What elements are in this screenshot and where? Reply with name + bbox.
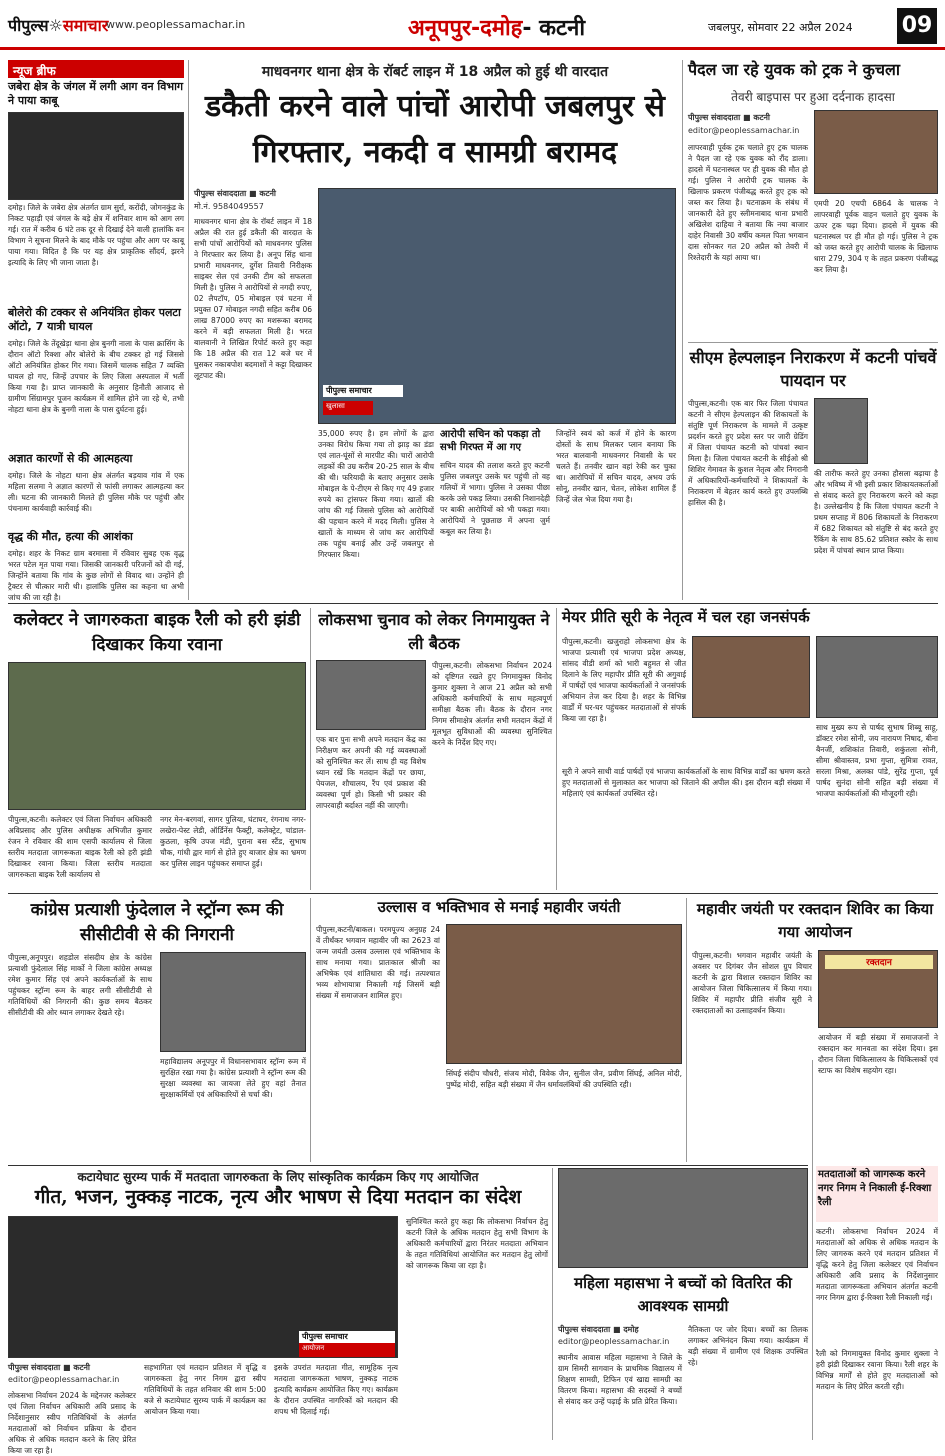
mayor-headline: मेयर प्रीति सूरी के नेतृत्व में चल रहा जनसंपर्क — [562, 608, 810, 626]
section-divider — [8, 893, 938, 894]
katayghat-body-4: सुनिश्चित करते हुए कहा कि लोकसभा निर्वाचन हेतु कटनी जिले के अधिक मतदान हेतु सभी विभाग के अधिकारी कर्मचारियों द्वारा निरंतर मतदाता अभियान के तहत गतिविधियां आयोजित कर मतदान हेतु लोगों को जागरूक किया जा रहा है। — [406, 1217, 548, 1270]
katayghat-cultural-story — [8, 1168, 548, 1455]
mahavir-jayanti-story — [316, 898, 682, 1162]
mayor-campaign-photo-1 — [692, 636, 810, 718]
truck-subheadline: तेवरी बाइपास पर हुआ दर्दनाक हादसा — [731, 90, 895, 104]
issue-date: जबलपुर, सोमवार 22 अप्रैल 2024 — [708, 21, 853, 34]
truck-headline: पैदल जा रहे युवक को ट्रक ने कुचला — [688, 60, 901, 79]
column-divider — [682, 60, 683, 600]
column-divider — [310, 898, 311, 1162]
lead-mobile: मो.नं. 9584049557 — [194, 202, 264, 211]
mahila-headline: महिला महासभा ने बच्चों को वितरित की आवश्यक सामग्री — [574, 1274, 792, 1315]
edition-cities — [408, 12, 585, 42]
lead-body-col-4: जिन्होंने स्वयं को कर्ज में होने के कारण दोस्तों के साथ मिलकर प्लान बनाया कि भरत बालवानी माधवनगर निवासी के घर चलते हैं। तनवीर खान वहां रेकी कर चुका था। आरोपियों में सचिन यादव, अभय उर्फ सोनू, तनवीर खान, चेतन, लोकेश शामिल हैं जिन्हें जेल भेज दिया गया है। — [556, 429, 676, 504]
forest-fire-photo — [8, 112, 184, 200]
lead-body-col-3: सचिन यादव की तलाश करते हुए कटनी पुलिस जबलपुर उसके घर पहुंची तो वह गलियों में भागा। पुलिस ने उसका पीछा करके उसे पकड़ लिया। उसकी निशानदेही पर बाकी आरोपियों को भी पकड़ा गया। आरोपियों ने पूछताछ में अपना जुर्म कबूल कर लिया है। — [440, 461, 550, 536]
cm-body-2: की तारीफ करते हुए उनका हौसला बढ़ाया है और भविष्य में भी इसी प्रकार शिकायतकर्ताओं से संवाद करते हुए निराकरण करने को कहा है। उल्लेखनीय है कि जिला पंचायत कटनी ने प्रथम सप्ताह में 806 शिकायतों के निराकरण में 682 शिकायत को संतुष्टि से बंद करते हुए रैंकिंग के साथ 85.62 प्रतिशत स्कोर के साथ प्रदेश में पांचवां स्थान प्राप्त किया। — [814, 469, 938, 555]
commissioner-body-1: पीपुल्स,कटनी। लोकसभा निर्वाचन 2024 को दृष्टिगत रखते हुए निगमायुक्त विनोद कुमार शुक्ला ने आज 21 अप्रैल को सभी अधिकारी कर्मचारियों के साथ महत्वपूर्ण समीक्षा बैठक ली। बैठक के दौरान नगर निगम सीमाक्षेत्र अंतर्गत सभी मतदान केंद्रों में मूलभूत सुविधाओं की व्यवस्था सुनिश्चित करने के निर्देश दिए गए। — [432, 661, 552, 747]
truck-body-2: एमपी 20 एचपी 6864 के चालक ने लापरवाही पूर्वक वाहन चलाते हुए युवक के ऊपर ट्रक चढ़ा दिया। हादसे में युवक की घटनास्थल पर ही मौत हो गई। पुलिस ने ट्रक को जब्त करते हुए आरोपी चालक के खिलाफ धारा 279, 304 ए के तहत प्रकरण पंजीबद्ध कर लिया है। — [814, 199, 938, 274]
ceo-portrait-photo — [814, 398, 868, 464]
mayor-body-2: सूरी ने अपने साथी वार्ड पार्षदों एवं भाजपा कार्यकर्ताओं के साथ विभिन्न वार्डों का भ्रमण करते हुए मतदाताओं से मुलाकात कर भाजपा को जिताने की अपील की। इस दौरान बड़ी संख्या में महिलाएं एवं कार्यकर्ता उपस्थित रहे। — [562, 767, 810, 798]
mahavir-headline: उल्लास व भक्तिभाव से मनाई महावीर जयंती — [377, 898, 621, 916]
event-tag: आयोजन — [299, 1343, 395, 1357]
column-divider — [556, 608, 557, 890]
section-divider — [8, 1165, 808, 1166]
bike-rally-story — [8, 608, 306, 890]
news-brief-label: न्यूज ब्रीफ — [8, 60, 184, 78]
mayor-body-3: साथ मुख्य रूप से पार्षद सुभाष शिब्बू साहू, डॉक्टर रमेश सोनी, जय नारायण निषाद, बीना बैनर्जी, शशिकांत तिवारी, शकुंतला सोनी, सीमा श्रीवास्तव, प्रभा गुप्ता, सुमित्रा रावत, सरला मिश्रा, अलका पांडे, सुरेंद्र गुप्ता, पूर्व पार्षद सुनंदा सोनी सहित बड़ी संख्या में भाजपा कार्यकर्ताओं की मौजूदगी रही। — [816, 723, 938, 798]
mahila-byline: पीपुल्स संवाददाता ■ दमोह — [558, 1325, 639, 1334]
exclusive-tag: खुलासा — [323, 401, 373, 415]
brief-headline-4: वृद्ध की मौत, हत्या की आशंका — [8, 530, 133, 543]
katayghat-body-3: इसके उपरांत मतदाता गीत, सामूहिक नृत्य मतदाता जागरूकता भाषण, नुक्कड़ नाटक इत्यादि कार्यक्रम आयोजित किए गए। कार्यक्रम के दौरान उपस्थित नागरिकों को मतदान की शपथ भी दिलाई गई। — [274, 1363, 398, 1416]
erickshaw-headline: मतदाताओं को जागरूक करने नगर निगम ने निकाली ई-रिक्शा रैली — [816, 1166, 938, 1222]
katayghat-email: editor@peoplessamachar.in — [8, 1375, 120, 1384]
katayghat-stage-photo — [8, 1216, 398, 1358]
truck-accident-story — [688, 60, 938, 340]
newspaper-logo: पीपुल्स☼समाचार — [8, 16, 109, 35]
lead-body-col-1: माधवनगर थाना क्षेत्र के रॉबर्ट लाइन में 18 अप्रैल की रात हुई डकैती की वारदात के सभी पांचों आरोपियों को माधवनगर पुलिस ने गिरफ्तार कर लिया है। अनूप सिंह थाना प्रभारी माधवनगर, दुर्गेश तिवारी निरीक्षक साइबर सेल एवं उनकी टीम को सफलता मिली है। पुलिस ने आरोपियों से नगदी रुपए, 02 लैपटॉप, 05 मोबाइल एवं घटना में प्रयुक्त 07 मोबाइल नगदी सहित करीब 06 लाख 87000 रुपए का मशरूका बरामद करने में बड़ी सफलता मिली है। भरत बालवानी ने लिखित रिपोर्ट करते हुए कहा कि 18 अप्रैल की रात 12 बजे घर में घुसकर नकाबपोश बदमाशों ने कट्टा दिखाकर लूटपाट की। — [194, 217, 312, 380]
section-divider — [688, 342, 938, 343]
lead-body-col-2: 35,000 रुपए है। हम लोगों के द्वारा उनका विरोध किया गया तो झाड़ का डंडा एवं लात-घूंसों से मारपीट की। चारों आरोपी लड़कों की उम्र करीब 20-25 साल के बीच की थी। फरियादी के बताए अनुसार उसके मोबाइल के पे-टीएम से किए गए 49 हजार रुपये का ट्रांसफर किया गया। खातों की जांच की गई जिससे पुलिस को आरोपियों की पहचान करने में मदद मिली। पुलिस ने खातों के माध्यम से जांच कर आरोपियों तक पहुंच बनाई और उन्हें जबलपुर से गिरफ्तार किया। — [318, 429, 434, 559]
website-url: www.peoplessamachar.in — [106, 18, 246, 31]
city-anuppur: अनूपपुर — [408, 16, 472, 41]
banner-text: रक्तदान — [825, 955, 933, 969]
truck-body-1: लापरवाही पूर्वक ट्रक चलाते हुए ट्रक चालक ने पैदल जा रहे एक युवक को रौंद डाला। हादसे में घटनास्थल पर ही युवक की मौत हो गई। पुलिस ने आरोपी ट्रक चालक के खिलाफ प्रकरण पंजीबद्ध करते हुए ट्रक को जब्त कर लिया है। घटनाक्रम के संबंध में जानकारी देते हुए स्लीमनाबाद थाना प्रभारी अखिलेश दाहिया ने बताया कि नया बाजार दाहेर निवासी 30 वर्षीय कमल पिता भगवान दास सोनकर गत 20 अप्रैल को तेवरी में रिश्तेदारी के यहां आया था। — [688, 143, 808, 262]
lead-side-headline: आरोपी सचिन को पकड़ा तो सभी गिरफ्त में आ गए — [440, 429, 541, 453]
truck-byline: पीपुल्स संवाददाता ■ कटनी — [688, 113, 771, 122]
brief-body-4: दमोह। शहर के निकट ग्राम बरमासा में रविवार सुबह एक वृद्ध भरत पटेल मृत पाया गया। जिसकी जानकारी परिजनों को दी गई, जिन्होंने बताया कि गांव के कुछ लोगों से विवाद था। उन्होंने ही ट्रैक्टर से चीत्कार मारी थी। हालांकि पुलिस का कहना था अभी जांच की जा रही है। — [8, 549, 184, 602]
column-divider — [310, 608, 311, 890]
commissioner-meeting-story — [316, 608, 552, 890]
column-divider — [812, 1060, 813, 1440]
mahila-body-1: स्थानीय आवास महिला महासभा ने जिले के ग्राम सिमरी सागवान के प्राथमिक विद्यालय में शिक्षण सामग्री, टिफिन एवं खाद्य सामग्री का वितरण किया। महासभा की सदस्यों ने बच्चों से संवाद कर उन्हें पढ़ाई के प्रति प्रेरित किया। — [558, 1353, 682, 1406]
column-divider — [552, 1168, 553, 1440]
column-divider — [686, 898, 687, 1162]
blood-donation-story — [692, 898, 938, 1162]
congress-cctv-story — [8, 898, 306, 1162]
congress-headline: कांग्रेस प्रत्याशी फुंदेलाल ने स्ट्रॉन्ग रूम की सीसीटीवी से की निगरानी — [30, 900, 284, 945]
strong-room-photo — [160, 952, 306, 1052]
lead-kicker: माधवनगर थाना क्षेत्र के रॉबर्ट लाइन में 18 अप्रैल को हुई थी वारदात — [261, 64, 609, 80]
lead-story — [194, 60, 676, 600]
news-brief-column — [8, 60, 184, 600]
mahavir-body-2: सिंघई संदीप चौधरी, संजय मोदी, विवेक जैन, सुनील जैन, प्रवीण सिंघई, अनिल मोदी, पुष्पेंद्र मोदी, सहित बड़ी संख्या में जैन धर्मावलंबियों की उपस्थिति रही। — [446, 1069, 682, 1089]
logo-part-a: पीपुल्स — [8, 16, 49, 35]
mahila-email: editor@peoplessamachar.in — [558, 1337, 670, 1346]
rally-body-2: नगर मेन-बरगवां, सागर पुलिया, घंटाघर, रंगनाथ नगर-लखेरा-पेस्ट लेडी, ऑर्डिनेंस फैक्ट्री, कलेक्ट्रेट, चांडाल-कुठला, कृषि उपज मंडी, पुराना बस स्टैंड, सुभाष चौक, गांधी द्वार मार्ग से होते हुए बाजार क्षेत्र का भ्रमण कर पुलिस लाइन पहुंचकर समाप्त हुई। — [160, 815, 306, 868]
lead-headline: डकैती करने वाले पांचों आरोपी जबलपुर से गिरफ्तार, नकदी व सामग्री बरामद — [205, 89, 665, 170]
rally-body-1: पीपुल्स,कटनी। कलेक्टर एवं जिला निर्वाचन अधिकारी अविप्रसाद और पुलिस अधीक्षक अभिजीत कुमार रंजन ने रविवार की शाम एसपी कार्यालय से जिला स्तरीय मतदाता जागरूकता बाइक रैली को हरी झंडी दिखाकर रवाना किया। जिला स्तरीय मतदाता जागरुकता बाइक रैली कार्यालय से — [8, 815, 152, 879]
rally-headline: कलेक्टर ने जागरुकता बाइक रैली को हरी झंडी दिखाकर किया रवाना — [13, 610, 301, 655]
page-number: 09 — [897, 8, 937, 44]
blood-body-1: पीपुल्स,कटनी। भगवान महावीर जयंती के अवसर पर दिगंबर जैन सोशल ग्रुप विचार कटनी के द्वारा विशाल रक्तदान शिविर का आयोजन जिला चिकित्सालय में किया गया। शिविर में महापौर प्रीति संजीव सूरी ने रक्तदाताओं का उत्साहवर्धन किया। — [692, 951, 812, 1015]
truck-accident-photo — [814, 110, 938, 194]
mayor-campaign-photo-2 — [816, 636, 938, 718]
brief-headline-2: बोलेरो की टक्कर से अनियंत्रित होकर पलटा ऑटो, 7 यात्री घायल — [8, 306, 181, 333]
erickshaw-body-1: कटनी। लोकसभा निर्वाचन 2024 में मतदाताओं को अधिक से अधिक मतदान के लिए जागरुक करने एवं मतदान प्रतिशत में वृद्धि करने हेतु जिला कलेक्टर एवं निर्वाचन अधिकारी अवि प्रसाद के निर्देशानुसार मतदाता जागरूकता अभियान अंतर्गत कटनी नगर निगम द्वारा ई-रिक्शा रैली निकाली गई। — [816, 1227, 938, 1302]
cm-helpline-story — [688, 346, 938, 600]
meeting-photo — [316, 660, 426, 730]
brief-body-1: दमोह। जिले के जबेरा क्षेत्र अंतर्गत ग्राम सुर्रा, करोंदी, जोगनकुंड के निकट पहाड़ी एवं जंगल के बड़े क्षेत्र में शनिवार शाम को आग लग गई। रात में करीब 6 घंटे तक दूर से दिखाई देने वाली हालांकि वन विभाग ने सूचना मिलने के बाद मौके पर पहुंचा और आग पर काबू पाया गया। विदित है कि पर यह क्षेत्र प्राकृतिक सौंदर्य, झरने इत्यादि के लिए भी जाना जाता है। — [8, 203, 184, 267]
brief-body-2: दमोह। जिले के तेंदूखेड़ा थाना क्षेत्र बुनगी नाला के पास क्रासिंग के दौरान ऑटो रिक्शा और बोलेरो के बीच टक्कर हो गई जिससे ऑटो अनियंत्रित होकर गिर गया। जिसमें चालक सहित 7 व्यक्ति घायल हो गए, जिन्हें उपचार के लिए जिला अस्पताल में भर्ती किया गया है। प्राप्त जानकारी के अनुसार हिनौती आजाद से ग्रामीण सिंग्रामपुर पूजन कार्यक्रम में शामिल होने जा रहे थे, तभी नोहटा थाना क्षेत्र के बुनगी नाला के पास दुर्घटना हुई। — [8, 339, 184, 414]
logo-part-b: समाचार — [62, 16, 109, 35]
brief-headline-1: जबेरा क्षेत्र के जंगल में लगी आग वन विभाग ने पाया काबू — [8, 80, 184, 107]
mahavir-idol-photo — [446, 924, 682, 1064]
mahila-body-2: नैतिकता पर जोर दिया। बच्चों का तिलक लगाकर अभिनंदन किया गया। कार्यक्रम में बड़ी संख्या में ग्रामीण एवं शिक्षक उपस्थित रहे। — [688, 1325, 808, 1367]
cm-headline: सीएम हेल्पलाइन निराकरण में कटनी पांचवें पायदान पर — [689, 348, 937, 390]
blood-headline: महावीर जयंती पर रक्तदान शिविर का किया गया आयोजन — [696, 900, 934, 941]
mahila-mahasabha-story — [558, 1168, 808, 1440]
mahavir-body-1: पीपुल्स,कटनी/बाकल। परमपूज्य अनुग्रह 24 वें तीर्थंकर भगवान महावीर जी का 2623 वां जन्म जयंती उत्सव उल्लास एवं भक्तिभाव के साथ मनाया गया। प्रातःकाल श्रीजी का अभिषेक एवं शांतिधारा की गई। तत्पश्चात भव्य शोभायात्रा निकाली गई जिसमें बड़ी संख्या में समाजजन शामिल हुए। — [316, 925, 440, 1000]
e-rickshaw-rally-story — [816, 1166, 938, 1440]
commissioner-headline: लोकसभा चुनाव को लेकर निगमायुक्त ने ली बैठक — [318, 610, 550, 653]
city-katni: - कटनी — [522, 16, 586, 41]
katayghat-headline: गीत, भजन, नुक्कड़ नाटक, नृत्य और भाषण से दिया मतदान का संदेश — [34, 1186, 522, 1208]
section-divider — [8, 603, 938, 604]
lead-byline: पीपुल्स संवाददाता ■ कटनी — [194, 189, 277, 198]
lead-press-photo — [318, 188, 676, 424]
congress-body-1: पीपुल्स,अनूपपुर। शहडोल संसदीय क्षेत्र के कांग्रेस प्रत्याशी फुंदेलाल सिंह मार्को ने जिला कांग्रेस अध्यक्ष रमेश कुमार सिंह एवं अपने कार्यकर्ताओं के साथ पहुंचकर स्ट्रॉन्ग रूम के बाहर लगी सीसीटीवी से गतिविधियों की निगरानी की। कुछ समय बैठकर सीसीटीवी की ओर ध्यान लगाकर देखते रहे। — [8, 953, 152, 1017]
truck-email: editor@peoplessamachar.in — [688, 126, 800, 135]
photo-tag: पीपुल्स समाचार — [323, 385, 403, 397]
city-damoh: -दमोह — [471, 16, 523, 41]
children-distribution-photo — [558, 1168, 808, 1268]
masthead — [0, 0, 945, 50]
mayor-campaign-story — [562, 608, 938, 890]
brief-headline-3: अज्ञात कारणों से की आत्महत्या — [8, 452, 133, 465]
mayor-body-1: पीपुल्स,कटनी। खजुराहो लोकसभा क्षेत्र के भाजपा प्रत्याशी एवं भाजपा प्रदेश अध्यक्ष, सांसद वीडी शर्मा को भारी बहुमत से जीत दिलाने के लिए महापौर प्रीति सूरी की अगुवाई में पार्षदों एवं भाजपा कार्यकर्ताओं ने जनसंपर्क अभियान तेज कर दिया है। शहर के विभिन्न वार्डों में घर-घर पहुंचकर मतदाताओं से संपर्क किया जा रहा है। — [562, 637, 686, 723]
blood-donation-photo — [818, 950, 938, 1028]
blood-body-2: आयोजन में बड़ी संख्या में समाजजनों ने रक्तदान कर मानवता का संदेश दिया। इस दौरान जिला चिकित्सालय के चिकित्सकों एवं स्टाफ का विशेष सहयोग रहा। — [818, 1033, 938, 1075]
katayghat-byline: पीपुल्स संवाददाता ■ कटनी — [8, 1363, 91, 1372]
congress-body-2: महाविद्यालय अनूपपुर में विधानसभावार स्ट्रॉन्ग रूम में सुरक्षित रखा गया है। कांग्रेस प्रत्याशी ने स्ट्रॉन्ग रूम की सुरक्षा व्यवस्था का जायजा लेते हुए वहां तैनात सुरक्षाकर्मियों एवं अधिकारियों से चर्चा की। — [160, 1057, 306, 1099]
bike-rally-photo — [8, 662, 306, 810]
katayghat-body-2: सहभागिता एवं मतदान प्रतिशत में वृद्धि व जागरुकता हेतु नगर निगम द्वारा स्वीप गतिविधियों के तहत शनिवार की शाम 5:00 बजे से कटायेघाट सुरम्य पार्क में कार्यक्रम का आयोजन किया गया। — [144, 1363, 266, 1416]
photo-tag: पीपुल्स समाचार — [299, 1331, 395, 1343]
brief-body-3: दमोह। जिले के नोहटा थाना क्षेत्र अंतर्गत बड़याव गांव में एक महिला सलमा ने अज्ञात कारणों से फांसी लगाकर आत्महत्या कर ली। घटना की जानकारी मिलते ही पुलिस मौके पर पहुंची और पंचनामा कार्यवाही कार्रवाई की। — [8, 471, 184, 513]
column-divider — [188, 60, 189, 600]
katayghat-kicker: कटायेघाट सुरम्य पार्क में मतदाता जागरुकता के लिए सांस्कृतिक कार्यक्रम किए गए आयोजित — [77, 1170, 479, 1184]
commissioner-body-2: एक बार पुनः सभी अपने मतदान केंद्र का निरीक्षण कर अपनी की गई व्यवस्थाओं को सुनिश्चित कर लें। साथ ही यह विशेष ध्यान रखें कि मतदान केंद्रों पर छाया, पेयजल, शौचालय, रैंप एवं प्रकाश की व्यवस्था पूर्ण हो। किसी भी प्रकार की लापरवाही बर्दाश्त नहीं की जाएगी। — [316, 735, 426, 810]
erickshaw-body-2: रैली को निगमायुक्त विनोद कुमार शुक्ला ने हरी झंडी दिखाकर रवाना किया। रैली शहर के विभिन्न मार्गों से होते हुए मतदाताओं को मतदान के लिए प्रेरित करती रही। — [816, 1349, 938, 1391]
katayghat-body-1: लोकसभा निर्वाचन 2024 के मद्देनजर कलेक्टर एवं जिला निर्वाचन अधिकारी अवि प्रसाद के निर्देशानुसार स्वीप गतिविधियों के अंतर्गत मतदाताओं को निर्वाचन प्रक्रिया के दौरान अधिक से अधिक मतदान करने के लिए प्रेरित किया जा रहा है। — [8, 1391, 136, 1455]
cm-body-1: पीपुल्स,कटनी। एक बार फिर जिला पंचायत कटनी ने सीएम हेल्पलाइन की शिकायतों के संतुष्टि पूर्ण निराकरण के मामले में उत्कृष्ट प्रदर्शन करते हुए प्रदेश स्तर पर जारी ग्रेडिंग में जिला पंचायत कटनी को पांचवां स्थान मिला है। जिला पंचायत कटनी के सीईओ श्री शिशिर गेमावत के कुशल नेतृत्व और निगरानी में अधिकारियों-कर्मचारियों ने शिकायतों के निराकरण में बेहतर कार्य करते हुए उपलब्धि हासिल की है। — [688, 399, 808, 507]
